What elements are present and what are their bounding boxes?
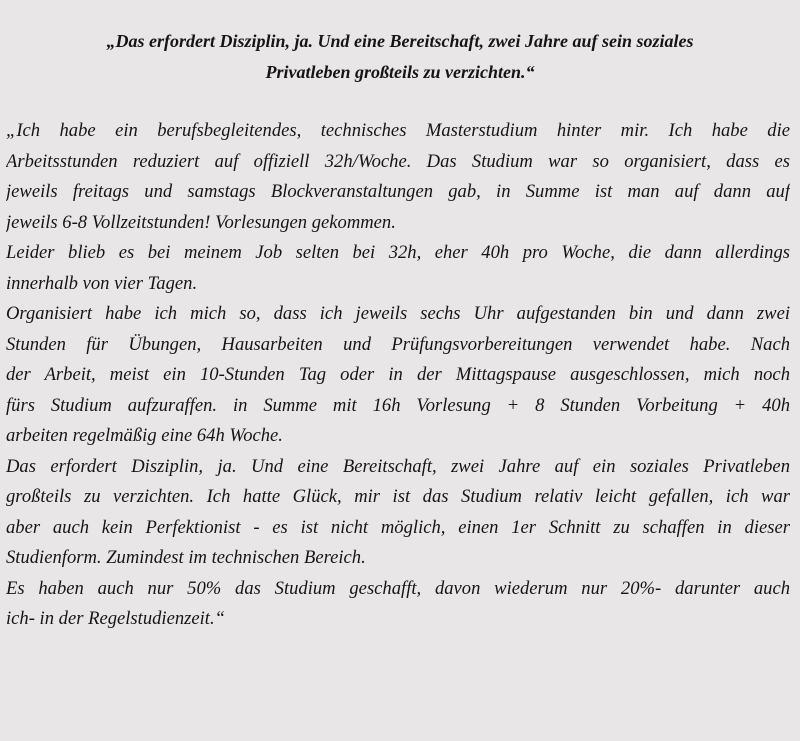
testimonial-line: jeweils freitags und samstags Blockveranstaltungen gab, in Summe ist man auf dann auf [6,181,790,202]
testimonial-line: großteils zu verzichten. Ich hatte Glück, mir ist das Studium relativ leicht gefallen, ich war [6,486,790,507]
testimonial-line: Das erfordert Disziplin, ja. Und eine Bereitschaft, zwei Jahre auf ein soziales Privatleben [6,455,790,477]
testimonial-line: fürs Studium aufzuraffen. in Summe mit 16h Vorlesung + 8 Stunden Vorbeitung + 40h [6,394,790,416]
pull-quote-line: Privatleben großteils zu verzichten.“ [265,62,535,82]
testimonial-line: Studienform. Zumindest im technischen Bereich. [6,547,366,568]
testimonial-line: aber auch kein Perfektionist - es ist nicht möglich, einen 1er Schnitt zu schaffen in dieser [6,516,790,538]
pull-quote-heading [0,26,800,88]
testimonial-line: der Arbeit, meist ein 10-Stunden Tag oder in der Mittagspause ausgeschlossen, mich noch [6,364,790,385]
testimonial-line: Stunden für Übungen, Hausarbeiten und Prüfungsvorbereitungen verwendet habe. Nach [6,333,790,355]
testimonial-line: Es haben auch nur 50% das Studium geschafft, davon wiederum nur 20%- darunter auch [6,577,790,599]
testimonial-line: jeweils 6-8 Vollzeitstunden! Vorlesungen gekommen. [6,211,396,233]
testimonial-line: innerhalb von vier Tagen. [6,272,198,294]
testimonial-line: Arbeitsstunden reduziert auf offiziell 32h/Woche. Das Studium war so organisiert, dass es [6,150,790,172]
testimonial-line: Leider blieb es bei meinem Job selten bei 32h, eher 40h pro Woche, die dann allerdings [6,242,790,263]
testimonial-line: Organisiert habe ich mich so, dass ich jeweils sechs Uhr aufgestanden bin und dann zwei [6,303,790,324]
testimonial-line: „Ich habe ein berufsbegleitendes, technisches Masterstudium hinter mir. Ich habe die [6,120,790,141]
pull-quote-line: „Das erfordert Disziplin, ja. Und eine Bereitschaft, zwei Jahre auf sein soziales [106,31,694,51]
testimonial-text [6,116,790,635]
testimonial-line: ich- in der Regelstudienzeit.“ [6,608,225,629]
testimonial-line: arbeiten regelmäßig eine 64h Woche. [6,425,283,446]
